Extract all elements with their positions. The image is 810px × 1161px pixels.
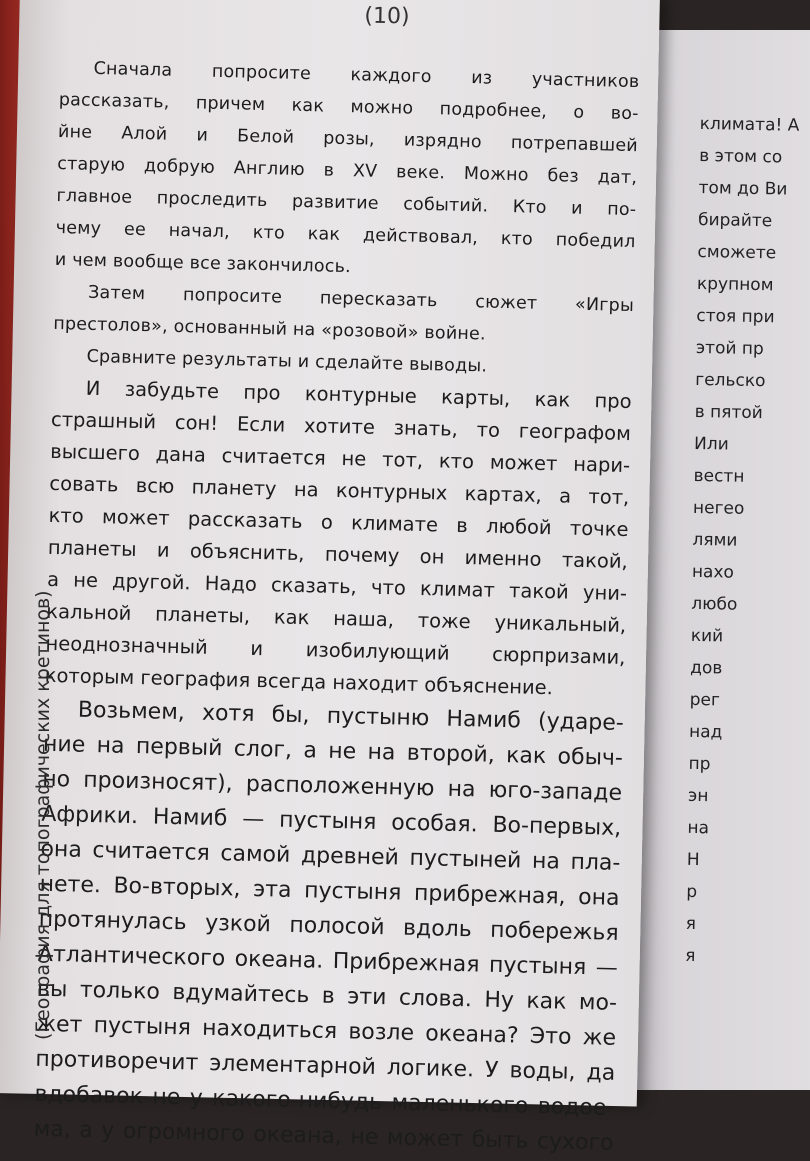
text-line: жет пустыня находиться возле океана? Это же [35, 1011, 617, 1051]
text-line: вдобавок не у какого-нибудь маленького водое- [34, 1081, 615, 1121]
right-page-line: сможете [697, 241, 777, 264]
text-line: Возьмем, хотя бы, пустыню Намиб (ударе- [77, 697, 625, 736]
text-line: она считается самой древней пустыней на пла- [40, 836, 621, 876]
text-line: главное проследить развитие событий. Кто и по- [56, 185, 637, 221]
text-line: страшный сон! Если хотите знать, то географом [50, 407, 632, 446]
text-line: престолов», основанный на «розовой» войне. [53, 313, 487, 345]
text-line: йне Алой и Белой розы, изрядно потрепавшей [57, 121, 639, 157]
right-page-line: лями [692, 529, 738, 551]
right-page-line: рег [689, 689, 721, 711]
text-line: совать всю планету на контурных картах, а тот, [49, 471, 630, 510]
right-page-line: стоя при [696, 305, 775, 328]
text-line: и чем вообще все закончилось. [54, 249, 352, 278]
text-line: протянулась узкой полосой вдоль побережья [38, 906, 619, 946]
text-line: рассказать, причем как можно подробнее, о во- [58, 89, 639, 125]
text-line: старую добрую Англию в XV веке. Можно без дат, [57, 153, 638, 189]
right-page-line: кий [690, 625, 724, 647]
text-line: но произносят), расположенную на юго-западе [41, 766, 623, 806]
right-page-line: нахо [691, 561, 735, 583]
right-page-line: бирайте [697, 209, 773, 232]
body-text [33, 52, 640, 1161]
right-page-line: на [687, 817, 710, 839]
right-page-line: в этом со [698, 145, 783, 168]
text-line: высшего дана считается не тот, кто может нари- [49, 439, 631, 478]
right-page-line: вестн [693, 465, 745, 487]
page-number: (10) [364, 3, 410, 30]
text-line: чему ее начал, кто как действовал, кто победил [55, 217, 636, 253]
text-line: кто может рассказать о климате в любой точке [48, 503, 629, 542]
text-line: вы только вдумайтесь в эти слова. Ну как мо- [36, 976, 618, 1016]
text-line: Сравните результаты и сделайте выводы. [86, 346, 488, 377]
text-line: И забудьте про контурные карты, как про [85, 376, 632, 414]
text-line: Атлантического океана. Прибрежная пустыня — [37, 941, 619, 981]
text-line: Затем попросите пересказать сюжет «Игры [87, 282, 635, 317]
right-page-line: Или [693, 433, 729, 455]
right-page-line: эн [687, 785, 709, 807]
text-line: противоречит элементарной логике. У воды, да [35, 1046, 616, 1086]
right-page-line: над [688, 721, 723, 743]
text-line: а не другой. Надо сказать, что климат такой уни- [46, 567, 628, 606]
right-page-line: этой пр [695, 337, 764, 360]
right-page-line: любо [691, 593, 738, 615]
text-line: кальной планеты, как наша, тоже уникальный, [46, 599, 627, 638]
right-page-line: климата! А [699, 113, 800, 136]
text-line: Африки. Намиб — пустыня особая. Во-первых, [41, 801, 622, 841]
text-line: нете. Во-вторых, эта пустыня прибрежная, она [39, 871, 620, 911]
text-line: Сначала попросите каждого из участников [93, 58, 640, 93]
right-page-line: дов [690, 657, 723, 679]
text-line: неоднозначный и изобилующий сюрпризами, [45, 631, 626, 669]
right-page-line: в пятой [694, 401, 763, 424]
text-line: которым география всегда находит объяснение. [44, 663, 554, 700]
right-page-line: том до Ви [698, 177, 788, 200]
text-line: планеты и объяснить, почему он именно такой, [47, 535, 629, 574]
running-head: (География для топографических кретинов) [32, 590, 54, 1040]
right-page-line: крупном [696, 273, 774, 296]
text-line: ма, а у огромного океана, не может быть сухого [33, 1116, 614, 1156]
right-page-line: пр [688, 753, 711, 775]
right-page-line: гельско [695, 369, 766, 392]
text-line: ние на первый слог, а не на второй, как обыч- [42, 731, 624, 771]
right-page-text [685, 108, 810, 974]
right-page-line: я [685, 945, 696, 967]
right-page-line: Н [686, 849, 700, 871]
right-page-line: я [685, 913, 697, 935]
right-page-line: негео [692, 497, 745, 519]
right-page-line: р [686, 881, 698, 903]
